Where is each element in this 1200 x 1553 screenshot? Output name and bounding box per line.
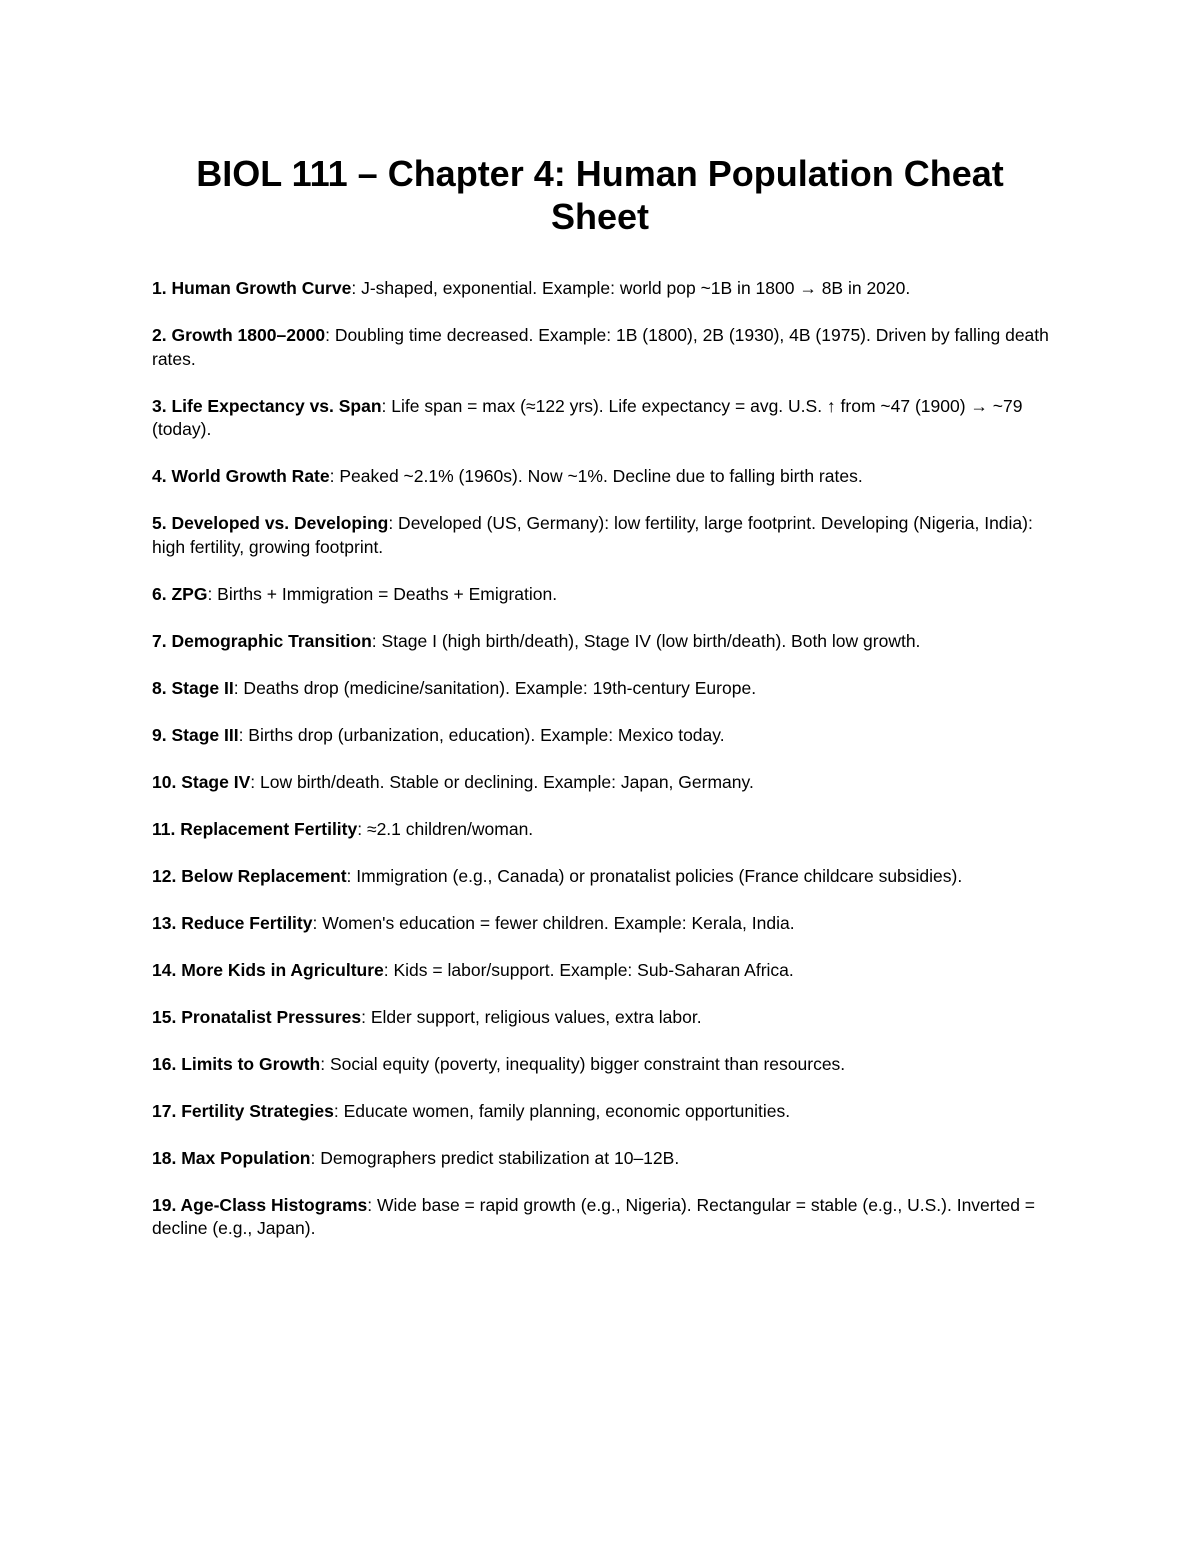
entry-text: : Doubling time decreased. Example: 1B (1800), 2B (1930), 4B (1975). Driven by falling death rates. <box>152 325 1049 369</box>
entry-term: 2. Growth 1800–2000 <box>152 325 326 345</box>
entry-term: 5. Developed vs. Developing <box>152 513 389 533</box>
entry-text: : Developed (US, Germany): low fertility, large footprint. Developing (Nigeria, India): high fertility, growing footprint. <box>152 513 1033 557</box>
entry-text: : Wide base = rapid growth (e.g., Nigeria). Rectangular = stable (e.g., U.S.). Inverted = decline (e.g., Japan). <box>152 1194 1036 1238</box>
cheat-sheet-list <box>152 277 1052 1264</box>
list-item <box>152 583 1052 607</box>
list-item <box>152 1147 1052 1171</box>
entry-term: 18. Max Population <box>152 1147 311 1168</box>
entry-text: : Immigration (e.g., Canada) or pronatalist policies (France childcare subsidies). <box>346 865 963 886</box>
list-item <box>152 677 1052 701</box>
entry-term: 12. Below Replacement <box>152 865 347 886</box>
list-item <box>152 465 1052 489</box>
list-item <box>152 277 1052 301</box>
list-item <box>152 1100 1052 1124</box>
entry-text: : Births drop (urbanization, education). Example: Mexico today. <box>238 724 725 745</box>
list-item <box>152 1194 1052 1241</box>
entry-text: : Kids = labor/support. Example: Sub-Saharan Africa. <box>383 959 794 980</box>
entry-text: : Low birth/death. Stable or declining. Example: Japan, Germany. <box>250 771 754 792</box>
list-item <box>152 724 1052 748</box>
entry-text: : ≈2.1 children/woman. <box>357 818 534 839</box>
entry-text: : Demographers predict stabilization at 10–12B. <box>310 1147 680 1168</box>
entry-term: 14. More Kids in Agriculture <box>152 959 384 980</box>
entry-text: : Life span = max (≈122 yrs). Life expectancy = avg. U.S. ↑ from ~47 (1900) → ~79 (today). <box>152 395 1023 439</box>
entry-term: 4. World Growth Rate <box>152 466 330 486</box>
list-item <box>152 959 1052 983</box>
entry-text: : Elder support, religious values, extra labor. <box>361 1006 702 1027</box>
entry-text: : Stage I (high birth/death), Stage IV (low birth/death). Both low growth. <box>371 630 921 651</box>
list-item <box>152 771 1052 795</box>
list-item <box>152 1006 1052 1030</box>
list-item <box>152 395 1052 442</box>
entry-term: 1. Human Growth Curve <box>152 278 352 298</box>
entry-term: 15. Pronatalist Pressures <box>152 1006 362 1027</box>
list-item <box>152 818 1052 842</box>
list-item <box>152 865 1052 889</box>
list-item <box>152 1053 1052 1077</box>
entry-text: : Social equity (poverty, inequality) bigger constraint than resources. <box>320 1053 846 1074</box>
entry-text: : Deaths drop (medicine/sanitation). Example: 19th-century Europe. <box>233 677 757 698</box>
entry-text: : Educate women, family planning, economic opportunities. <box>333 1100 791 1121</box>
entry-term: 8. Stage II <box>152 677 234 698</box>
list-item <box>152 912 1052 936</box>
list-item <box>152 630 1052 654</box>
entry-term: 17. Fertility Strategies <box>152 1100 334 1121</box>
list-item <box>152 324 1052 371</box>
entry-text: : J-shaped, exponential. Example: world pop ~1B in 1800 → 8B in 2020. <box>351 278 911 298</box>
entry-term: 13. Reduce Fertility <box>152 912 313 933</box>
entry-term: 3. Life Expectancy vs. Span <box>152 395 382 416</box>
entry-text: : Peaked ~2.1% (1960s). Now ~1%. Decline due to falling birth rates. <box>329 466 863 486</box>
entry-term: 19. Age-Class Histograms <box>152 1194 368 1215</box>
entry-text: : Births + Immigration = Deaths + Emigration. <box>207 583 558 604</box>
entry-term: 9. Stage III <box>152 724 239 745</box>
entry-term: 11. Replacement Fertility <box>152 818 358 839</box>
entry-text: : Women's education = fewer children. Example: Kerala, India. <box>312 912 795 933</box>
page-title: BIOL 111 – Chapter 4: Human Population Cheat Sheet <box>196 153 1004 237</box>
entry-term: 6. ZPG <box>152 583 208 604</box>
list-item <box>152 512 1052 559</box>
entry-term: 16. Limits to Growth <box>152 1053 321 1074</box>
entry-term: 10. Stage IV <box>152 771 251 792</box>
entry-term: 7. Demographic Transition <box>152 630 372 651</box>
